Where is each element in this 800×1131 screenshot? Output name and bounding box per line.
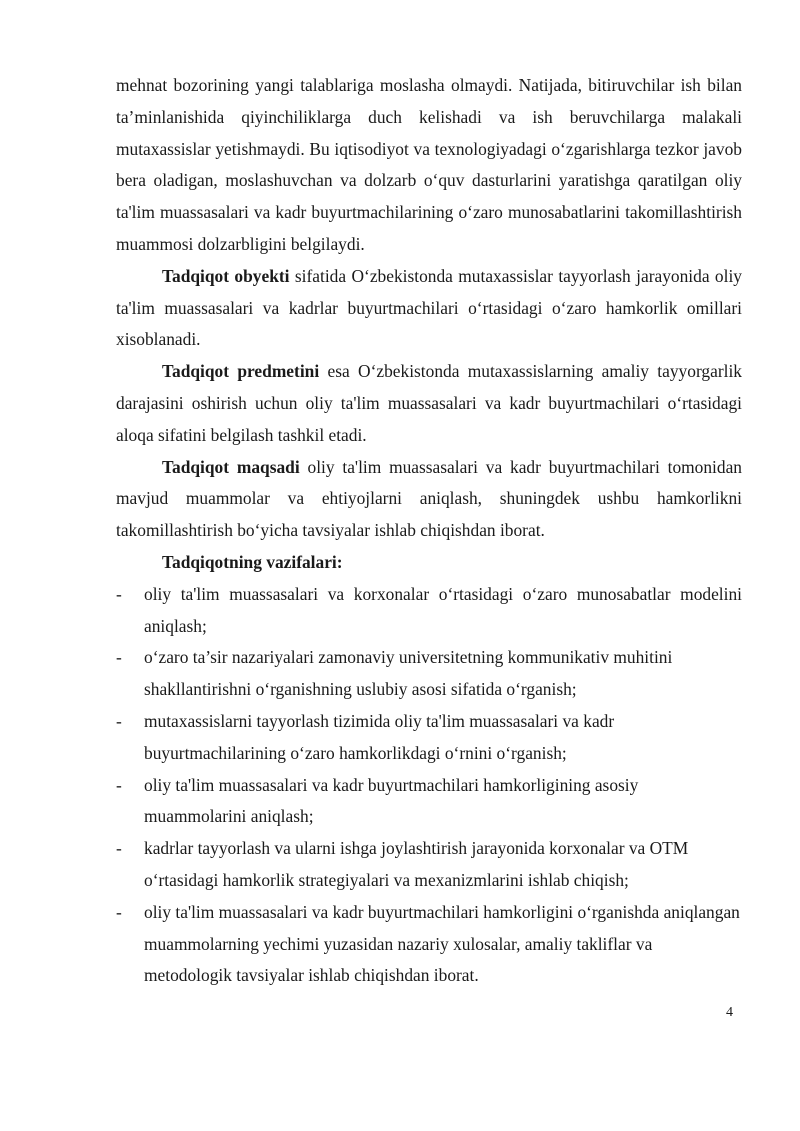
tasks-list [116, 579, 742, 992]
paragraph-research-subject [116, 356, 742, 451]
list-bullet: - [116, 583, 122, 604]
list-bullet: - [116, 710, 122, 731]
list-item-text: o‘zaro ta’sir nazariyalari zamonaviy universitetning kommunikativ muhitini shakllantirishni o‘rganishning uslubiy asosi sifatida o‘rganish; [144, 647, 673, 700]
list-item [116, 642, 742, 706]
list-item-text: kadrlar tayyorlash va ularni ishga joylashtirish jarayonida korxonalar va OTM o‘rtasidagi hamkorlik strategiyalari va mexanizmlarini ishlab chiqish; [144, 838, 689, 890]
research-goal-text: oliy ta'lim muassasalari va kadr buyurtmachilari tomonidan mavjud muammolar va ehtiyojlarni aniqlash, shuningdek ushbu hamkorlikni takomillashtirish bo‘yicha tavsiyalar ishlab chiqishdan iborat. [116, 456, 742, 541]
paragraph-intro [116, 70, 742, 261]
list-item [116, 897, 742, 992]
page-number: 4 [726, 1005, 733, 1020]
list-bullet: - [116, 901, 122, 922]
list-item [116, 579, 742, 643]
list-item-text: oliy ta'lim muassasalari va korxonalar o‘rtasidagi o‘zaro munosabatlar modelini aniqlash; [144, 583, 742, 636]
paragraph-research-object [116, 261, 742, 356]
research-object-term: Tadqiqot obyekti [162, 265, 290, 286]
list-item [116, 770, 742, 834]
list-bullet: - [116, 774, 122, 795]
page-body [116, 70, 742, 992]
research-goal-term: Tadqiqot maqsadi [162, 456, 300, 477]
list-bullet: - [116, 838, 122, 859]
research-object-text: sifatida O‘zbekistonda mutaxassislar tayyorlash jarayonida oliy ta'lim muassasalari va kadrlar buyurtmachilari o‘rtasidagi o‘zaro hamkorlik omillari xisoblanadi. [116, 265, 742, 350]
list-item [116, 833, 742, 897]
paragraph-intro-text: mehnat bozorining yangi talablariga moslasha olmaydi. Natijada, bitiruvchilar ish bilan ta’minlanishida qiyinchiliklarga duch kelishadi va ish beruvchilarga malakali mutaxassislar yetishmaydi. Bu iqtisodiyot va texnologiyadagi o‘zgarishlarga tezkor javob bera oladigan, moslashuvchan va dolzarb o‘quv dasturlarini yaratishga qaratilgan oliy ta'lim muassasalari va kadr buyurtmachilarining o‘zaro munosabatlarini takomillashtirish muammosi dolzarbligini belgilaydi. [116, 75, 742, 254]
paragraph-research-goal [116, 452, 742, 547]
list-item [116, 706, 742, 770]
list-item-text: mutaxassislarni tayyorlash tizimida oliy ta'lim muassasalari va kadr buyurtmachilarining o‘zaro hamkorlikdagi o‘rnini o‘rganish; [144, 710, 615, 763]
list-item-text: oliy ta'lim muassasalari va kadr buyurtmachilari hamkorligini o‘rganishda aniqlangan muammolarning yechimi yuzasidan nazariy xulosalar, amaliy takliflar va metodologik tavsiyalar ishlab chiqishdan iborat. [144, 901, 740, 986]
list-bullet: - [116, 647, 122, 668]
tasks-heading: Tadqiqotning vazifalari: [162, 551, 343, 572]
research-subject-text: esa O‘zbekistonda mutaxassislarning amaliy tayyorgarlik darajasini oshirish uchun oliy ta'lim muassasalari va kadr buyurtmachilari o‘rtasidagi aloqa sifatini belgilash tashkil etadi. [116, 361, 742, 445]
research-subject-term: Tadqiqot predmetini [162, 361, 320, 382]
list-item-text: oliy ta'lim muassasalari va kadr buyurtmachilari hamkorligining asosiy muammolarini aniqlash; [144, 774, 639, 827]
